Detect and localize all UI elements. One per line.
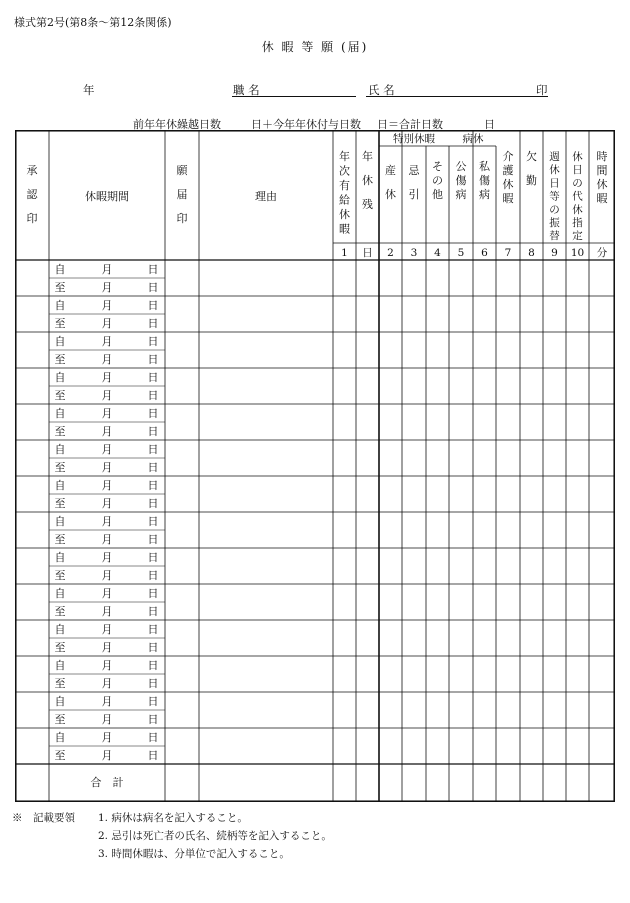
period-day-label: 日 bbox=[147, 263, 159, 276]
total-days-label: 日＝合計日数 bbox=[377, 118, 443, 131]
period-month-label: 月 bbox=[101, 335, 113, 348]
period-to-label: 至 bbox=[54, 605, 66, 618]
column-number: 5 bbox=[457, 247, 465, 259]
applicant-seal-header: 届 bbox=[176, 188, 188, 201]
weekly-holiday-swap-header: 替 bbox=[549, 230, 560, 243]
weekly-holiday-swap-header: 振 bbox=[549, 217, 560, 229]
period-day-label: 日 bbox=[147, 587, 159, 600]
annual-paid-leave-header: 給 bbox=[339, 193, 350, 207]
bereavement-header: 引 bbox=[408, 188, 420, 201]
column-number: 8 bbox=[528, 247, 535, 259]
annual-paid-leave-header: 次 bbox=[339, 164, 350, 178]
period-from-label: 自 bbox=[54, 335, 66, 348]
period-from-label: 自 bbox=[54, 551, 66, 564]
column-number: 分 bbox=[596, 247, 608, 259]
period-month-label: 月 bbox=[101, 695, 113, 708]
weekly-holiday-swap-header: 日 bbox=[549, 177, 560, 190]
period-day-label: 日 bbox=[147, 713, 159, 726]
period-month-label: 月 bbox=[101, 497, 113, 510]
period-day-label: 日 bbox=[147, 605, 159, 618]
period-to-label: 至 bbox=[54, 641, 66, 654]
period-day-label: 日 bbox=[147, 335, 159, 348]
period-month-label: 月 bbox=[101, 677, 113, 690]
year-label: 年 bbox=[83, 83, 95, 97]
period-to-label: 至 bbox=[54, 353, 66, 366]
period-to-label: 至 bbox=[54, 389, 66, 402]
period-month-label: 月 bbox=[101, 623, 113, 636]
hourly-leave-header: 間 bbox=[596, 164, 608, 177]
note-item: 2. 忌引は死亡者の氏名、続柄等を記入すること。 bbox=[98, 830, 332, 842]
period-month-label: 月 bbox=[101, 299, 113, 312]
total-day-unit: 日 bbox=[484, 118, 495, 131]
period-day-label: 日 bbox=[147, 281, 159, 294]
period-to-label: 至 bbox=[54, 749, 66, 762]
period-day-label: 日 bbox=[147, 677, 159, 690]
period-to-label: 至 bbox=[54, 533, 66, 546]
private-injury-header: 病 bbox=[479, 188, 490, 201]
hourly-leave-header: 休 bbox=[596, 178, 608, 191]
period-month-label: 月 bbox=[101, 533, 113, 546]
position-underline[interactable] bbox=[232, 96, 356, 97]
period-day-label: 日 bbox=[147, 479, 159, 492]
approval-header: 承 bbox=[26, 164, 38, 177]
period-month-label: 月 bbox=[101, 371, 113, 384]
period-month-label: 月 bbox=[101, 443, 113, 456]
period-to-label: 至 bbox=[54, 569, 66, 582]
weekly-holiday-swap-header: の bbox=[549, 203, 560, 216]
approval-header: 認 bbox=[26, 188, 38, 201]
period-to-label: 至 bbox=[54, 281, 66, 294]
absence-header: 欠 bbox=[526, 150, 537, 163]
period-day-label: 日 bbox=[147, 695, 159, 708]
annual-paid-leave-header: 有 bbox=[339, 179, 350, 192]
column-number: 2 bbox=[387, 247, 394, 259]
period-month-label: 月 bbox=[101, 317, 113, 330]
current-grant-label: 日＋今年年休付与日数 bbox=[251, 118, 361, 131]
annual-leave-remaining-header: 休 bbox=[362, 174, 373, 187]
period-day-label: 日 bbox=[147, 749, 159, 762]
bereavement-header: 忌 bbox=[408, 164, 420, 177]
period-day-label: 日 bbox=[147, 515, 159, 528]
period-day-label: 日 bbox=[147, 533, 159, 546]
annual-leave-remaining-header: 年 bbox=[362, 150, 373, 163]
reason-header: 理由 bbox=[255, 190, 277, 203]
official-injury-header: 病 bbox=[455, 188, 467, 201]
period-month-label: 月 bbox=[101, 425, 113, 438]
annual-leave-remaining-header: 残 bbox=[362, 198, 373, 211]
holiday-substitute-header: 休 bbox=[572, 203, 583, 216]
period-day-label: 日 bbox=[147, 659, 159, 672]
period-from-label: 自 bbox=[54, 371, 66, 384]
position-label: 職 名 bbox=[233, 83, 260, 97]
nursing-care-header: 休 bbox=[502, 178, 514, 191]
period-from-label: 自 bbox=[54, 407, 66, 420]
column-number: 1 bbox=[341, 247, 348, 259]
period-month-label: 月 bbox=[101, 515, 113, 528]
period-header: 休暇期間 bbox=[85, 190, 129, 203]
period-month-label: 月 bbox=[101, 479, 113, 492]
period-from-label: 自 bbox=[54, 263, 66, 276]
column-number: 7 bbox=[504, 247, 512, 259]
period-month-label: 月 bbox=[101, 587, 113, 600]
private-injury-header: 傷 bbox=[479, 174, 490, 187]
note-item: 1. 病休は病名を記入すること。 bbox=[98, 812, 248, 824]
period-from-label: 自 bbox=[54, 587, 66, 600]
period-to-label: 至 bbox=[54, 497, 66, 510]
period-to-label: 至 bbox=[54, 461, 66, 474]
period-day-label: 日 bbox=[147, 299, 159, 312]
period-month-label: 月 bbox=[101, 713, 113, 726]
holiday-substitute-header: 定 bbox=[572, 230, 583, 243]
period-month-label: 月 bbox=[101, 641, 113, 654]
period-from-label: 自 bbox=[54, 299, 66, 312]
period-month-label: 月 bbox=[101, 749, 113, 762]
period-day-label: 日 bbox=[147, 353, 159, 366]
period-day-label: 日 bbox=[147, 551, 159, 564]
period-day-label: 日 bbox=[147, 623, 159, 636]
notes-section bbox=[12, 809, 75, 827]
special-leave-group-header: 特別休暇 bbox=[393, 133, 435, 145]
seal-label: 印 bbox=[536, 83, 548, 97]
period-from-label: 自 bbox=[54, 659, 66, 672]
period-month-label: 月 bbox=[101, 407, 113, 420]
applicant-seal-header: 願 bbox=[176, 164, 188, 177]
period-to-label: 至 bbox=[54, 677, 66, 690]
period-month-label: 月 bbox=[101, 569, 113, 582]
column-number: 10 bbox=[570, 247, 585, 259]
total-label: 合 計 bbox=[90, 776, 124, 789]
maternity-header: 産 bbox=[385, 164, 396, 177]
holiday-substitute-header: 休 bbox=[572, 151, 583, 163]
other-header: そ bbox=[432, 160, 443, 173]
column-number: 9 bbox=[551, 247, 558, 259]
other-header: 他 bbox=[432, 188, 443, 201]
notes-prefix: ※ 記載要領 bbox=[12, 812, 75, 824]
period-from-label: 自 bbox=[54, 479, 66, 492]
period-month-label: 月 bbox=[101, 659, 113, 672]
other-header: の bbox=[432, 174, 443, 187]
form-number: 様式第2号(第8条〜第12条関係) bbox=[14, 16, 172, 29]
nursing-care-header: 護 bbox=[502, 164, 514, 177]
notes-list bbox=[98, 809, 332, 863]
annual-paid-leave-header: 休 bbox=[339, 208, 350, 221]
form-title: 休 暇 等 願 (届) bbox=[261, 40, 369, 54]
column-number: 日 bbox=[362, 247, 373, 259]
period-day-label: 日 bbox=[147, 371, 159, 384]
period-day-label: 日 bbox=[147, 497, 159, 510]
period-from-label: 自 bbox=[54, 443, 66, 456]
period-day-label: 日 bbox=[147, 425, 159, 438]
period-day-label: 日 bbox=[147, 461, 159, 474]
note-item: 3. 時間休暇は、分単位で記入すること。 bbox=[98, 848, 290, 860]
hourly-leave-header: 時 bbox=[596, 150, 608, 163]
period-day-label: 日 bbox=[147, 641, 159, 654]
period-to-label: 至 bbox=[54, 425, 66, 438]
weekly-holiday-swap-header: 週 bbox=[549, 151, 560, 163]
name-label: 氏 名 bbox=[368, 83, 395, 97]
period-day-label: 日 bbox=[147, 407, 159, 420]
holiday-substitute-header: の bbox=[572, 177, 583, 190]
period-to-label: 至 bbox=[54, 713, 66, 726]
name-underline[interactable] bbox=[366, 96, 548, 97]
period-day-label: 日 bbox=[147, 389, 159, 402]
period-day-label: 日 bbox=[147, 569, 159, 582]
hourly-leave-header: 暇 bbox=[596, 192, 608, 205]
holiday-substitute-header: 代 bbox=[572, 190, 583, 203]
period-day-label: 日 bbox=[147, 317, 159, 330]
column-number: 6 bbox=[481, 247, 488, 259]
private-injury-header: 私 bbox=[479, 160, 490, 173]
period-month-label: 月 bbox=[101, 551, 113, 564]
holiday-substitute-header: 日 bbox=[572, 164, 583, 177]
period-from-label: 自 bbox=[54, 695, 66, 708]
period-month-label: 月 bbox=[101, 353, 113, 366]
column-number: 4 bbox=[434, 247, 441, 259]
period-month-label: 月 bbox=[101, 389, 113, 402]
period-to-label: 至 bbox=[54, 317, 66, 330]
applicant-seal-header: 印 bbox=[176, 212, 188, 225]
prev-year-carry-label: 前年年休繰越日数 bbox=[133, 118, 221, 131]
official-injury-header: 傷 bbox=[455, 174, 467, 187]
period-day-label: 日 bbox=[147, 443, 159, 456]
period-month-label: 月 bbox=[101, 731, 113, 744]
annual-paid-leave-header: 暇 bbox=[339, 222, 350, 236]
period-from-label: 自 bbox=[54, 731, 66, 744]
period-month-label: 月 bbox=[101, 461, 113, 474]
weekly-holiday-swap-header: 休 bbox=[549, 164, 560, 177]
period-day-label: 日 bbox=[147, 731, 159, 744]
sick-leave-group-header: 病休 bbox=[462, 133, 484, 145]
nursing-care-header: 介 bbox=[502, 150, 514, 163]
official-injury-header: 公 bbox=[455, 160, 467, 173]
absence-header: 勤 bbox=[526, 174, 537, 187]
approval-header: 印 bbox=[26, 212, 38, 225]
period-month-label: 月 bbox=[101, 281, 113, 294]
annual-paid-leave-header: 年 bbox=[339, 150, 350, 163]
period-month-label: 月 bbox=[101, 605, 113, 618]
column-number: 3 bbox=[410, 247, 418, 259]
period-from-label: 自 bbox=[54, 515, 66, 528]
nursing-care-header: 暇 bbox=[502, 192, 514, 205]
leave-request-table[interactable] bbox=[15, 130, 615, 802]
weekly-holiday-swap-header: 等 bbox=[549, 190, 560, 203]
maternity-header: 休 bbox=[385, 188, 396, 201]
period-from-label: 自 bbox=[54, 623, 66, 636]
period-month-label: 月 bbox=[101, 263, 113, 276]
holiday-substitute-header: 指 bbox=[572, 217, 583, 229]
